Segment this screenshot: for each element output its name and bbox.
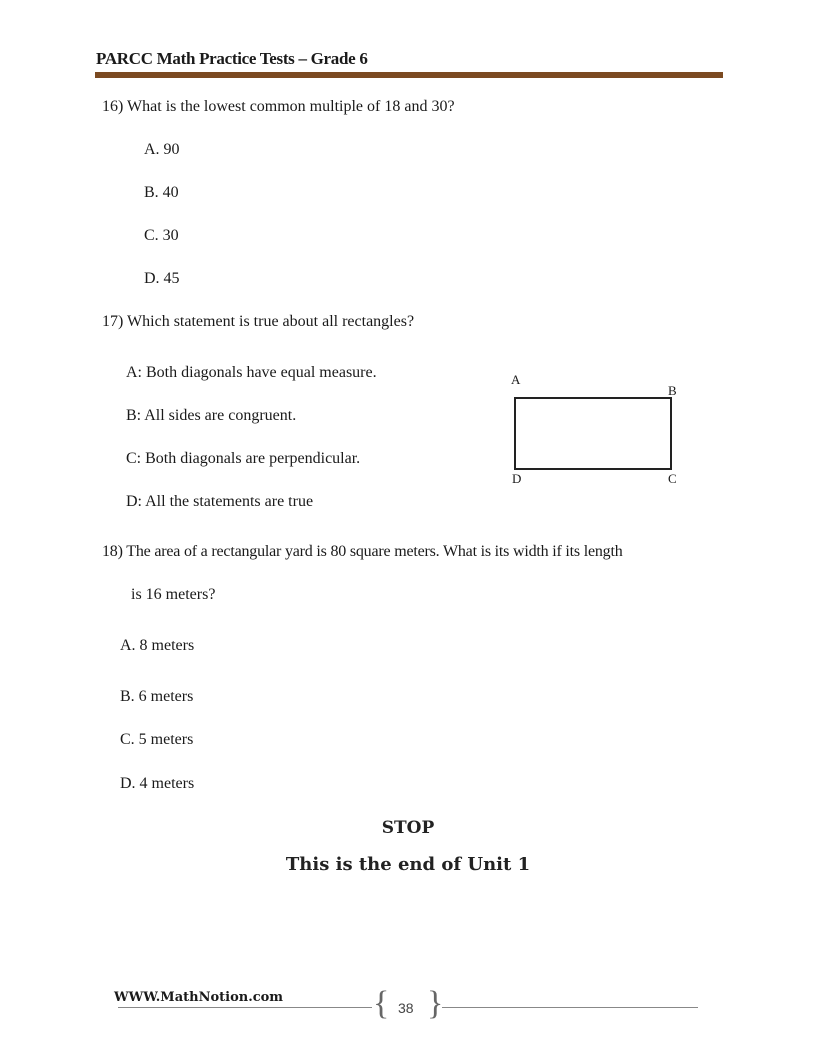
question-number: 16) [102, 98, 124, 115]
question-17 [102, 313, 414, 331]
vertex-label-c: C [668, 471, 677, 486]
option-16-a: A. 90 [144, 141, 180, 158]
right-bracket-icon: } [427, 985, 444, 1022]
footer-rule-right [442, 1007, 698, 1008]
footer-website: WWW.MathNotion.com [114, 990, 284, 1005]
option-17-b: B: All sides are congruent. [126, 407, 297, 424]
option-16-d: D. 45 [144, 270, 180, 287]
stop-heading: STOP [381, 818, 435, 838]
vertex-label-a: A [511, 372, 521, 387]
rectangle-figure [514, 397, 672, 470]
question-text: What is the lowest common multiple of 18 and 30? [127, 98, 455, 115]
question-text-line2: is 16 meters? [131, 586, 216, 603]
vertex-label-d: D [512, 471, 522, 486]
end-of-unit-heading: This is the end of Unit 1 [285, 854, 531, 875]
option-16-b: B. 40 [144, 184, 179, 201]
question-text: Which statement is true about all rectangles? [127, 313, 415, 330]
page-number: 38 [398, 1000, 414, 1016]
question-text-line1: The area of a rectangular yard is 80 square meters. What is its width if its length [126, 543, 623, 560]
left-bracket-icon: { [373, 985, 390, 1022]
footer-rule-left [118, 1007, 372, 1008]
option-17-a: A: Both diagonals have equal measure. [126, 364, 377, 381]
vertex-label-b: B [668, 383, 677, 398]
question-16 [102, 98, 455, 116]
option-18-d: D. 4 meters [120, 775, 195, 792]
page-header-title: PARCC Math Practice Tests – Grade 6 [96, 49, 368, 68]
option-17-d: D: All the statements are true [126, 493, 314, 510]
option-17-c: C: Both diagonals are perpendicular. [126, 450, 361, 467]
header-rule [95, 72, 723, 78]
option-18-b: B. 6 meters [120, 688, 194, 705]
option-18-a: A. 8 meters [120, 637, 195, 654]
question-number: 18) [102, 543, 123, 560]
option-16-c: C. 30 [144, 227, 179, 244]
option-18-c: C. 5 meters [120, 731, 194, 748]
question-18 [102, 543, 623, 561]
question-number: 17) [102, 313, 124, 330]
